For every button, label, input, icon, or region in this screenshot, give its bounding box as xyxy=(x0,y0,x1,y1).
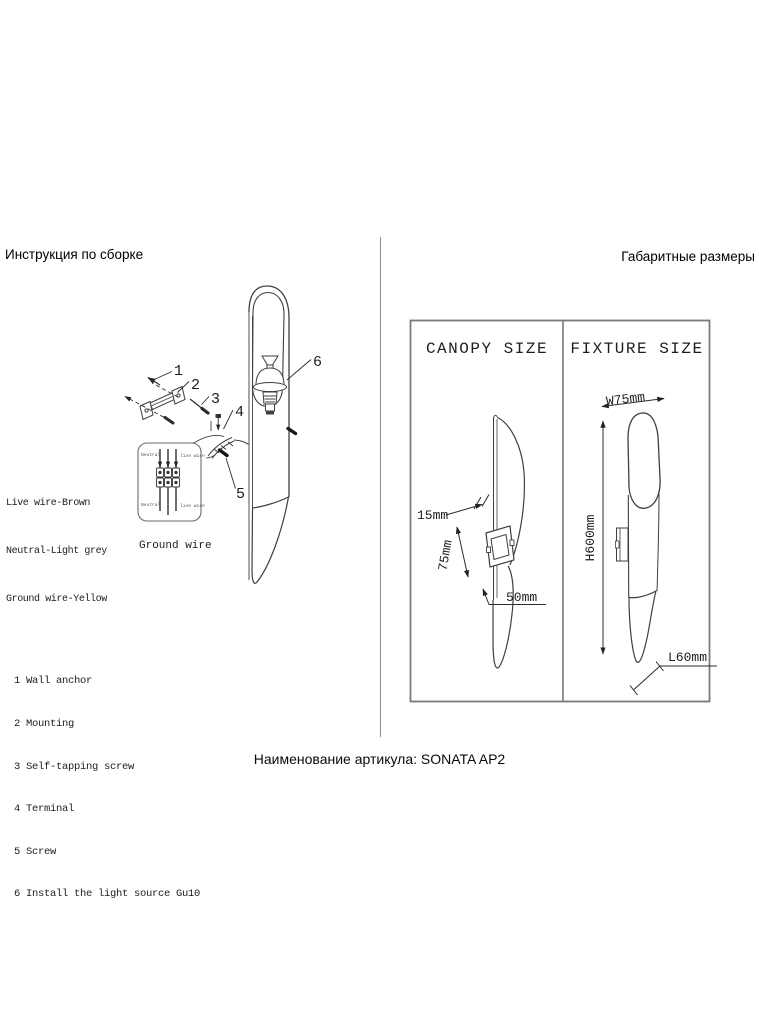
fixture-length-label: L60mm xyxy=(668,650,708,665)
canopy-width-label: 50mm xyxy=(506,590,538,605)
legend-live-wire: Live wire-Brown xyxy=(6,498,91,509)
assembly-diagram xyxy=(90,275,370,625)
legend-neutral: Neutral-Light grey xyxy=(6,546,107,557)
fixture-size-title: FIXTURE SIZE xyxy=(570,340,704,358)
vertical-divider xyxy=(380,237,381,737)
callout-5: 5 xyxy=(236,486,246,503)
neutral-label-top: Neutral xyxy=(141,453,161,458)
panel-frame xyxy=(411,321,710,702)
callout-4: 4 xyxy=(235,404,245,421)
assembly-instructions-title: Инструкция по сборке xyxy=(5,247,144,262)
fixture-side-view xyxy=(616,413,661,662)
callout-1: 1 xyxy=(174,363,184,380)
callout-3: 3 xyxy=(211,391,221,408)
canopy-side-view xyxy=(486,415,524,668)
wall-lamp-body xyxy=(249,286,289,583)
canopy-size-title: CANOPY SIZE xyxy=(425,340,549,358)
overall-dimensions-title: Габаритные размеры xyxy=(621,249,755,264)
canopy-depth-label: 15mm xyxy=(417,508,449,523)
live-wire-label-bottom: live wire xyxy=(180,504,205,509)
part-6: 6 Install the light source Gu10 xyxy=(14,888,201,901)
live-wire-label-top: live wire xyxy=(180,454,205,459)
fixture-height-label: H600mm xyxy=(583,514,598,562)
part-5: 5 Screw xyxy=(14,845,57,858)
wires-bottom xyxy=(160,487,176,515)
article-name: Наименование артикула: SONATA AP2 xyxy=(253,751,506,767)
wire-color-legend xyxy=(6,464,107,640)
dimensions-panel xyxy=(395,315,735,710)
part-3: 3 Self-tapping screw xyxy=(14,760,135,773)
callout-2: 2 xyxy=(191,377,201,394)
part-2: 2 Mounting xyxy=(14,718,75,731)
legend-ground: Ground wire-Yellow xyxy=(6,594,107,605)
canopy-height-label: 75mm xyxy=(435,538,456,573)
fixture-width-label: W75mm xyxy=(605,389,646,410)
terminal-connectors xyxy=(157,468,180,487)
parts-list xyxy=(14,646,200,930)
wires-top xyxy=(160,449,176,468)
callout-numbers xyxy=(174,354,322,503)
part-4: 4 Terminal xyxy=(14,803,75,816)
part-1: 1 Wall anchor xyxy=(14,675,93,688)
neutral-label-bottom: Neutral xyxy=(141,503,161,508)
ground-wire-caption: Ground wire xyxy=(139,540,212,552)
callout-6: 6 xyxy=(313,354,323,371)
